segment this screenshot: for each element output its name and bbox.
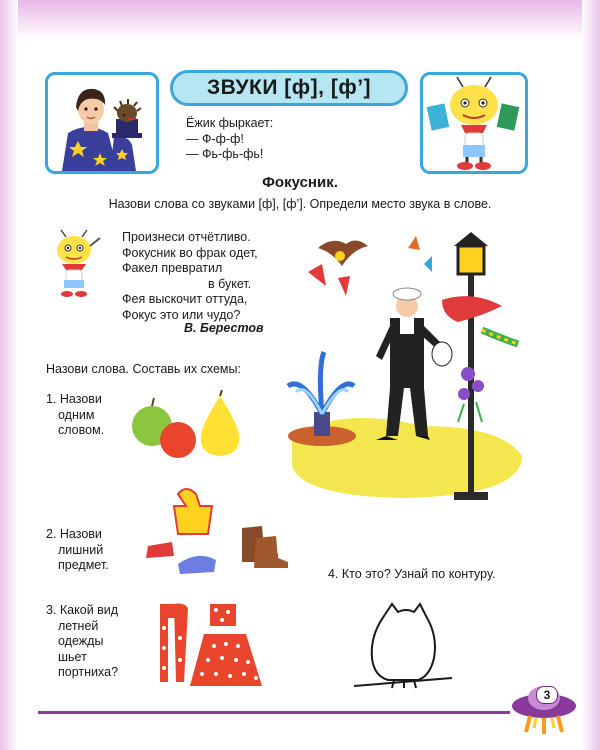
task-3-line: одежды xyxy=(58,634,104,648)
schemes-heading: Назови слова. Составь их схемы: xyxy=(46,362,241,376)
task-3-line: шьет xyxy=(58,649,87,664)
section-title: Фокусник. xyxy=(262,174,338,191)
fruits-illustration xyxy=(128,390,248,462)
task-3-line: летней xyxy=(58,618,99,633)
page-frame-top xyxy=(0,0,600,40)
poem-line: Произнеси отчётливо. xyxy=(122,230,251,244)
task-1-line: 1. Назови xyxy=(46,392,102,406)
page-number: 3 xyxy=(536,686,558,704)
bottom-rule xyxy=(38,711,510,714)
hedgehog-line: — Ф-ф-ф! xyxy=(186,131,244,146)
task-2-line: предмет. xyxy=(58,558,109,572)
task-4: 4. Кто это? Узнай по контуру. xyxy=(328,567,496,581)
task-3-line: 3. Какой вид xyxy=(46,603,119,617)
magician-with-hedgehog-illustration xyxy=(48,75,156,171)
task-1-line: одним xyxy=(58,407,95,422)
clothes-shoes-illustration xyxy=(138,484,288,580)
task-2-line: лишний xyxy=(58,542,104,557)
poem-line: Факел превратил xyxy=(122,261,223,275)
task-3-line: портниха? xyxy=(58,665,119,679)
hedgehog-line: — Фь-фь-фь! xyxy=(186,147,264,161)
owl-outline-illustration xyxy=(348,596,458,696)
page-title: ЗВУКИ [ф], [ф’] xyxy=(170,70,408,106)
poem-line: в букет. xyxy=(208,276,252,291)
hedgehog-line: Ёжик фыркает: xyxy=(186,116,274,130)
small-alien-illustration xyxy=(48,228,104,300)
instruction-text: Назови слова со звуками [ф], [ф’]. Определи место звука в слове. xyxy=(108,197,492,211)
hedgehog-text xyxy=(186,116,273,163)
fabric-pattern-pieces-illustration xyxy=(150,598,290,690)
task-1 xyxy=(46,392,104,439)
task-3 xyxy=(46,603,118,681)
poem-line: Фея выскочит оттуда, xyxy=(122,292,248,306)
alien-with-books-illustration xyxy=(423,75,525,171)
page-frame-left xyxy=(0,0,18,750)
task-1-line: словом. xyxy=(58,423,105,437)
magician-card xyxy=(45,72,159,174)
poem-author: В. Берестов xyxy=(184,321,264,335)
poem-line: Фокус это или чудо? xyxy=(122,307,241,322)
task-2-line: 2. Назови xyxy=(46,527,102,541)
task-2 xyxy=(46,527,109,574)
poem xyxy=(122,230,258,323)
page-frame-right xyxy=(582,0,600,750)
magician-scene-illustration xyxy=(282,226,542,506)
poem-line: Фокусник во фрак одет, xyxy=(122,245,258,260)
ufo-icon xyxy=(508,676,580,736)
alien-card xyxy=(420,72,528,174)
